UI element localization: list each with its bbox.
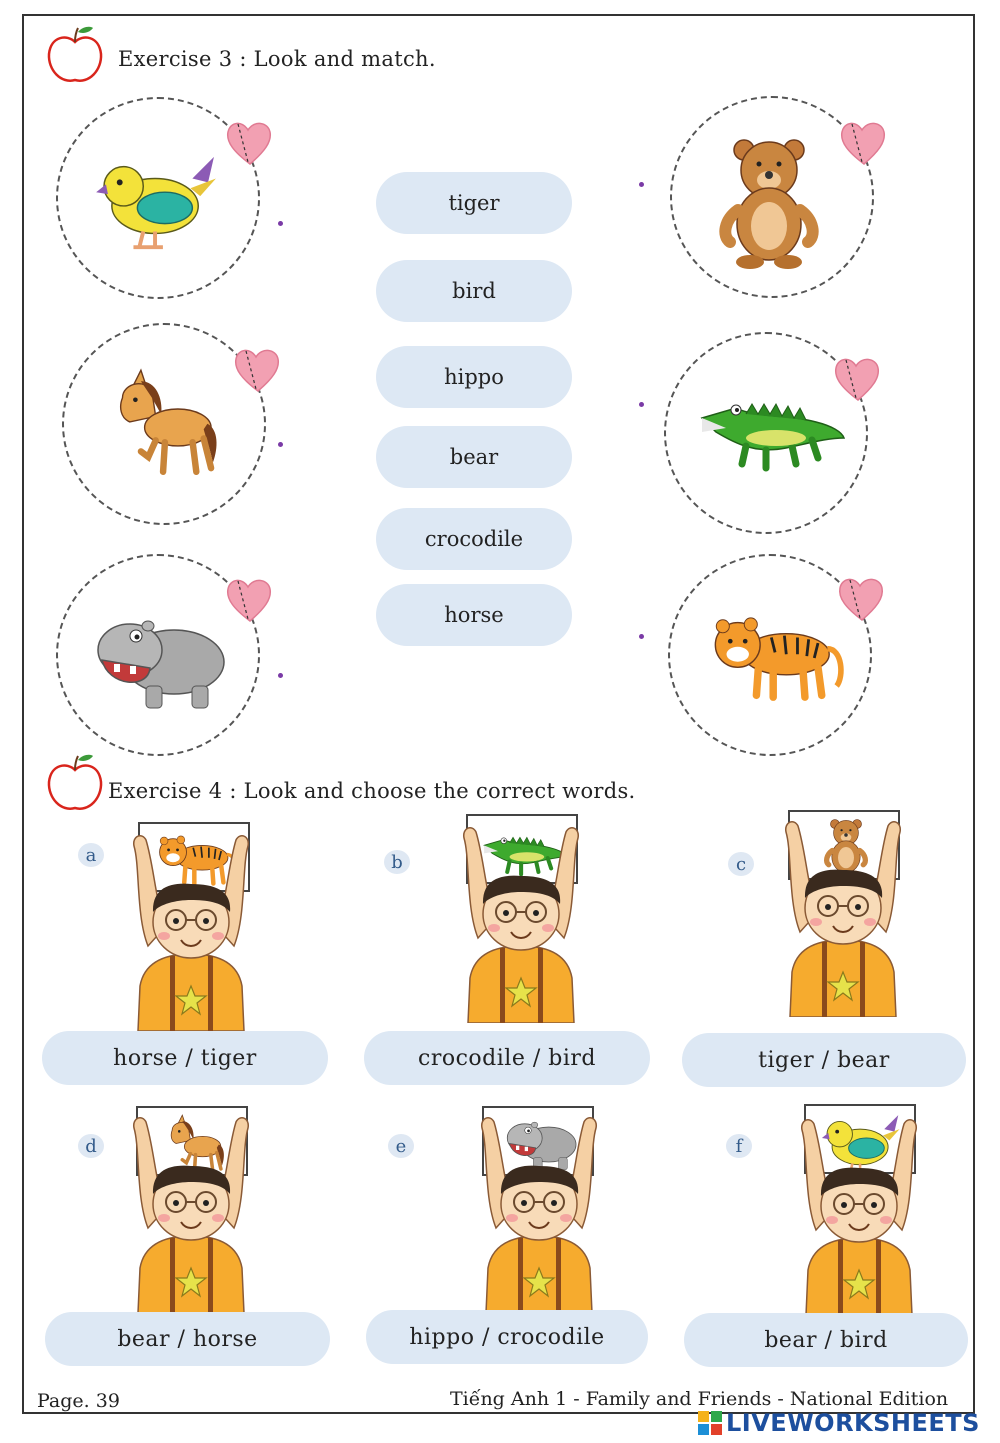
match-dot-hippo[interactable] bbox=[278, 673, 283, 678]
match-dot-horse[interactable] bbox=[278, 442, 283, 447]
item-letter-f: f bbox=[726, 1134, 752, 1158]
word-tiger[interactable]: tiger bbox=[376, 172, 572, 234]
liveworksheets-brand[interactable]: LIVEWORKSHEETS bbox=[726, 1409, 980, 1437]
bear-picture bbox=[714, 132, 824, 272]
heart-icon bbox=[836, 574, 888, 624]
heart-icon bbox=[224, 575, 276, 625]
item-letter-c: c bbox=[728, 852, 754, 876]
choice-pill-a[interactable]: horse / tiger bbox=[42, 1031, 328, 1085]
choice-pill-c[interactable]: tiger / bear bbox=[682, 1033, 966, 1087]
match-dot-bird[interactable] bbox=[278, 221, 283, 226]
item-letter-d: d bbox=[78, 1134, 104, 1158]
item-letter-e: e bbox=[388, 1134, 414, 1158]
page-number: Page. 39 bbox=[37, 1390, 120, 1412]
kid-holding-card bbox=[778, 812, 908, 1017]
word-bear[interactable]: bear bbox=[376, 426, 572, 488]
choice-pill-f[interactable]: bear / bird bbox=[684, 1313, 968, 1367]
heart-icon bbox=[832, 354, 884, 404]
heart-icon bbox=[232, 345, 284, 395]
word-bird[interactable]: bird bbox=[376, 260, 572, 322]
apple-icon bbox=[45, 24, 105, 86]
kid-holding-card bbox=[126, 826, 256, 1031]
kid-holding-card bbox=[126, 1108, 256, 1313]
heart-icon bbox=[838, 118, 890, 168]
item-letter-b: b bbox=[384, 850, 410, 874]
book-title: Tiếng Anh 1 - Family and Friends - National Edition bbox=[450, 1388, 949, 1410]
kid-holding-card bbox=[474, 1108, 604, 1313]
match-dot-crocodile[interactable] bbox=[639, 402, 644, 407]
match-dot-bear[interactable] bbox=[639, 182, 644, 187]
kid-holding-card bbox=[456, 818, 586, 1023]
choice-pill-b[interactable]: crocodile / bird bbox=[364, 1031, 650, 1085]
word-horse[interactable]: horse bbox=[376, 584, 572, 646]
kid-holding-card bbox=[794, 1110, 924, 1315]
match-dot-tiger[interactable] bbox=[639, 634, 644, 639]
choice-pill-d[interactable]: bear / horse bbox=[45, 1312, 330, 1366]
choice-pill-e[interactable]: hippo / crocodile bbox=[366, 1310, 648, 1364]
exercise-4-title: Exercise 4 : Look and choose the correct words. bbox=[108, 779, 636, 803]
tiger-picture bbox=[706, 610, 846, 706]
horse-picture bbox=[104, 361, 224, 481]
hippo-picture bbox=[88, 606, 228, 716]
liveworksheets-logo-icon bbox=[698, 1411, 722, 1435]
exercise-3-title: Exercise 3 : Look and match. bbox=[118, 47, 436, 71]
item-letter-a: a bbox=[78, 843, 104, 867]
crocodile-picture bbox=[696, 388, 846, 478]
word-hippo[interactable]: hippo bbox=[376, 346, 572, 408]
word-crocodile[interactable]: crocodile bbox=[376, 508, 572, 570]
bird-picture bbox=[94, 149, 222, 257]
heart-icon bbox=[224, 118, 276, 168]
apple-icon bbox=[45, 752, 105, 814]
